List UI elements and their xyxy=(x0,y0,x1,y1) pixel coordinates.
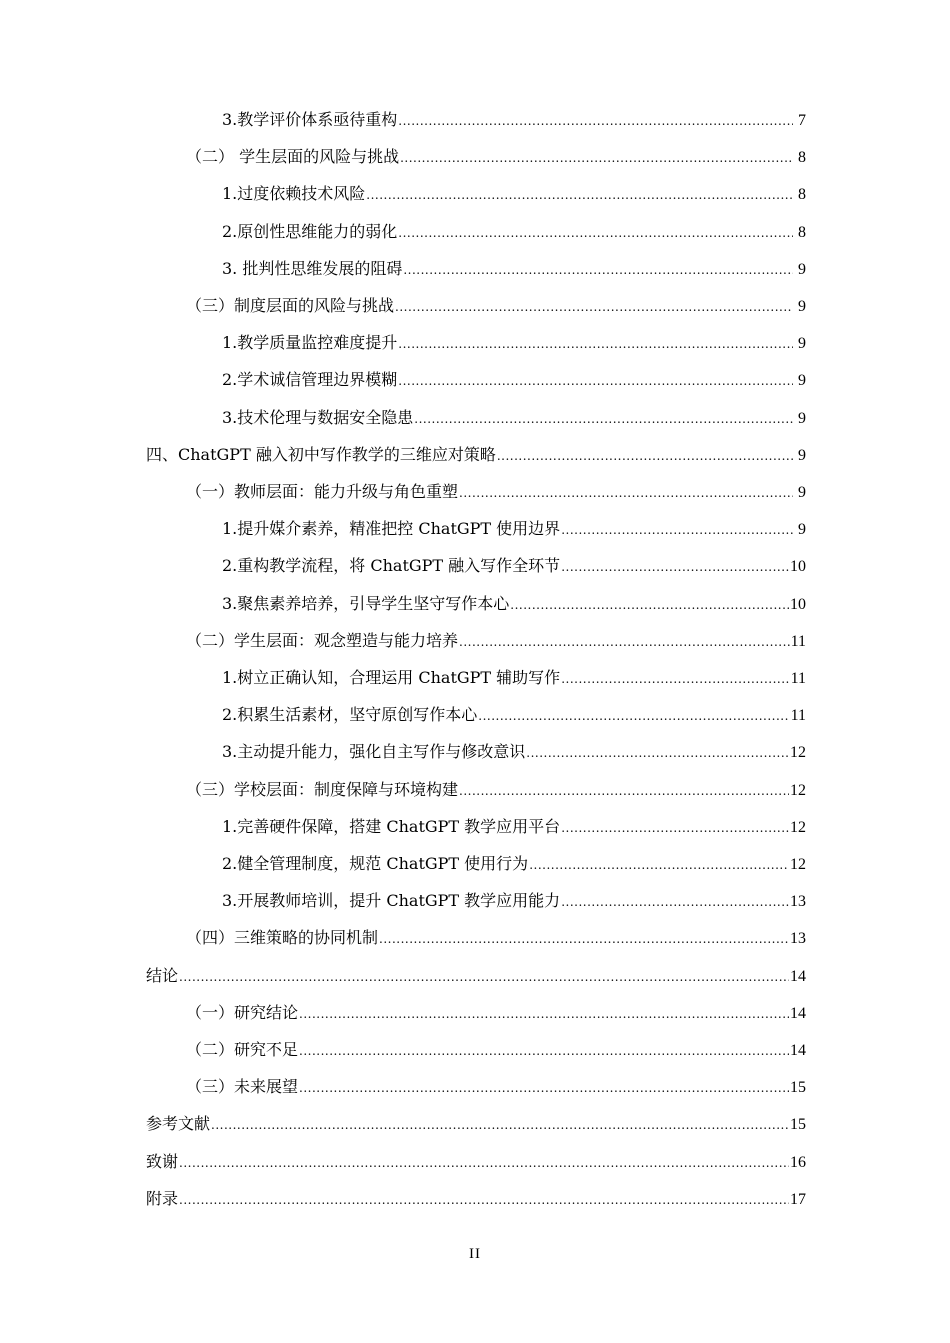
toc-entry-page: 12 xyxy=(790,781,806,799)
toc-entry-title: （三）学校层面：制度保障与环境构建 xyxy=(186,779,459,799)
toc-leader-dots xyxy=(379,926,789,951)
toc-entry-title: 3. 批判性思维发展的阻碍 xyxy=(222,258,403,278)
toc-entry-page: 15 xyxy=(790,1116,806,1134)
toc-entry[interactable] xyxy=(186,1075,806,1099)
toc-leader-dots xyxy=(561,554,789,579)
toc-entry-page: 12 xyxy=(790,818,806,836)
toc-entry-page: 12 xyxy=(790,744,806,762)
toc-entry-page: 9 xyxy=(798,298,806,315)
toc-leader-dots xyxy=(561,815,789,840)
toc-entry[interactable] xyxy=(186,480,806,504)
toc-leader-dots xyxy=(478,703,789,728)
toc-leader-dots xyxy=(529,852,789,877)
toc-entry[interactable] xyxy=(186,926,806,950)
toc-leader-dots xyxy=(403,257,793,282)
toc-entry-page: 9 xyxy=(798,409,806,427)
toc-entry-title: （二）学生层面：观念塑造与能力培养 xyxy=(186,630,459,650)
toc-leader-dots xyxy=(395,294,793,319)
toc-entry-title: 致谢 xyxy=(146,1151,179,1171)
toc-entry[interactable] xyxy=(222,852,806,876)
toc-entry-title: 3.教学评价体系亟待重构 xyxy=(222,110,398,129)
toc-entry-title: （一）教师层面：能力升级与角色重塑 xyxy=(186,482,459,501)
toc-leader-dots xyxy=(414,406,793,431)
toc-entry-title: 参考文献 xyxy=(146,1114,211,1134)
toc-entry-title: 1.过度依赖技术风险 xyxy=(222,184,366,204)
toc-entry-title: 结论 xyxy=(146,965,179,985)
toc-entry-title: 1.完善硬件保障，搭建 ChatGPT 教学应用平台 xyxy=(222,816,561,836)
toc-entry[interactable] xyxy=(222,815,806,839)
toc-entry-title: 3.开展教师培训，提升 ChatGPT 教学应用能力 xyxy=(222,891,561,911)
toc-entry-page: 7 xyxy=(798,112,806,129)
toc-leader-dots xyxy=(561,889,789,914)
toc-entry[interactable] xyxy=(222,592,806,616)
toc-entry[interactable] xyxy=(146,1112,806,1136)
toc-leader-dots xyxy=(561,517,793,542)
toc-entry-page: 10 xyxy=(790,558,806,576)
toc-entry[interactable] xyxy=(222,220,806,244)
toc-entry-page: 9 xyxy=(798,446,806,464)
toc-entry-title: 2.重构教学流程，将 ChatGPT 融入写作全环节 xyxy=(222,556,561,576)
toc-entry-page: 14 xyxy=(790,1042,806,1059)
toc-entry-title: 2.积累生活素材，坚守原创写作本心 xyxy=(222,705,478,725)
toc-entry[interactable] xyxy=(222,740,806,764)
toc-entry-page: 9 xyxy=(798,521,806,539)
toc-leader-dots xyxy=(497,443,793,468)
toc-entry[interactable] xyxy=(222,182,806,206)
toc-entry-title: 3.聚焦素养培养，引导学生坚守写作本心 xyxy=(222,593,510,613)
toc-entry[interactable] xyxy=(186,294,806,318)
toc-entry-page: 11 xyxy=(790,707,806,725)
toc-leader-dots xyxy=(561,666,789,691)
toc-entry[interactable] xyxy=(222,406,806,430)
toc-entry-title: （二） 学生层面的风险与挑战 xyxy=(186,147,400,167)
toc-entry[interactable] xyxy=(186,778,806,802)
toc-entry[interactable] xyxy=(186,145,806,169)
toc-entry-page: 11 xyxy=(790,670,806,687)
toc-leader-dots xyxy=(179,1150,789,1175)
toc-entry[interactable] xyxy=(222,108,806,132)
toc-leader-dots xyxy=(299,1075,789,1100)
toc-leader-dots xyxy=(398,368,793,393)
toc-entry-title: （二）研究不足 xyxy=(186,1040,299,1059)
toc-entry-title: 附录 xyxy=(146,1188,179,1208)
toc-leader-dots xyxy=(366,182,793,207)
toc-leader-dots xyxy=(299,1001,789,1026)
toc-leader-dots xyxy=(459,480,793,505)
toc-leader-dots xyxy=(459,778,789,803)
toc-entry-page: 11 xyxy=(790,632,806,650)
toc-entry-page: 12 xyxy=(790,856,806,873)
toc-entry-page: 15 xyxy=(790,1079,806,1097)
toc-leader-dots xyxy=(299,1038,789,1063)
toc-entry[interactable] xyxy=(222,368,806,392)
toc-entry[interactable] xyxy=(222,554,806,578)
toc-entry-page: 13 xyxy=(790,893,806,911)
toc-leader-dots xyxy=(510,592,789,617)
toc-leader-dots xyxy=(526,740,789,765)
toc-entry-title: 2.原创性思维能力的弱化 xyxy=(222,221,398,241)
toc-entry-page: 9 xyxy=(798,260,806,278)
toc-entry-title: 3.技术伦理与数据安全隐患 xyxy=(222,407,414,427)
toc-entry-page: 8 xyxy=(798,223,806,241)
toc-entry[interactable] xyxy=(222,703,806,727)
toc-entry-page: 10 xyxy=(790,595,806,613)
toc-entry-title: （四）三维策略的协同机制 xyxy=(186,928,379,948)
toc-entry-page: 8 xyxy=(798,186,806,204)
toc-entry[interactable] xyxy=(222,889,806,913)
toc-leader-dots xyxy=(398,108,793,133)
toc-entry-page: 9 xyxy=(798,335,806,353)
toc-entry[interactable] xyxy=(146,964,806,988)
toc-entry-title: 2.学术诚信管理边界模糊 xyxy=(222,370,398,390)
toc-entry-page: 9 xyxy=(798,484,806,501)
toc-entry-title: 1.教学质量监控难度提升 xyxy=(222,333,398,353)
toc-entry-title: （三）未来展望 xyxy=(186,1077,299,1097)
toc-leader-dots xyxy=(398,331,793,356)
toc-leader-dots xyxy=(179,1187,789,1212)
toc-entry[interactable] xyxy=(146,1150,806,1174)
toc-entry[interactable] xyxy=(146,1187,806,1211)
toc-entry[interactable] xyxy=(186,1038,806,1062)
toc-entry-title: 1.提升媒介素养，精准把控 ChatGPT 使用边界 xyxy=(222,519,561,539)
toc-entry-title: 3.主动提升能力，强化自主写作与修改意识 xyxy=(222,742,526,762)
toc-entry-title: 1.树立正确认知，合理运用 ChatGPT 辅助写作 xyxy=(222,668,561,687)
toc-entry[interactable] xyxy=(186,629,806,653)
toc-entry-page: 13 xyxy=(790,930,806,948)
page-number: II xyxy=(469,1246,481,1262)
toc-leader-dots xyxy=(398,220,793,245)
toc-entry-page: 14 xyxy=(790,967,806,985)
toc-entry[interactable] xyxy=(222,257,806,281)
toc-entry-page: 14 xyxy=(790,1004,806,1022)
toc-entry-title: 四、ChatGPT 融入初中写作教学的三维应对策略 xyxy=(146,444,496,464)
toc-entry-page: 8 xyxy=(798,149,806,167)
toc-entry-title: （三）制度层面的风险与挑战 xyxy=(186,296,395,315)
toc-entry[interactable] xyxy=(222,666,806,690)
toc-entry-page: 9 xyxy=(798,372,806,390)
toc-leader-dots xyxy=(459,629,790,654)
toc-leader-dots xyxy=(211,1112,789,1137)
toc-leader-dots xyxy=(179,964,789,989)
toc-entry[interactable] xyxy=(222,331,806,355)
toc-entry-page: 17 xyxy=(790,1190,806,1208)
toc-entry[interactable] xyxy=(186,1001,806,1025)
toc-entry-title: 2.健全管理制度，规范 ChatGPT 使用行为 xyxy=(222,854,529,873)
toc-entry[interactable] xyxy=(222,517,806,541)
toc-entry-title: （一）研究结论 xyxy=(186,1002,299,1022)
toc-entry[interactable] xyxy=(146,443,806,467)
toc-leader-dots xyxy=(400,145,793,170)
toc-entry-page: 16 xyxy=(790,1153,806,1171)
